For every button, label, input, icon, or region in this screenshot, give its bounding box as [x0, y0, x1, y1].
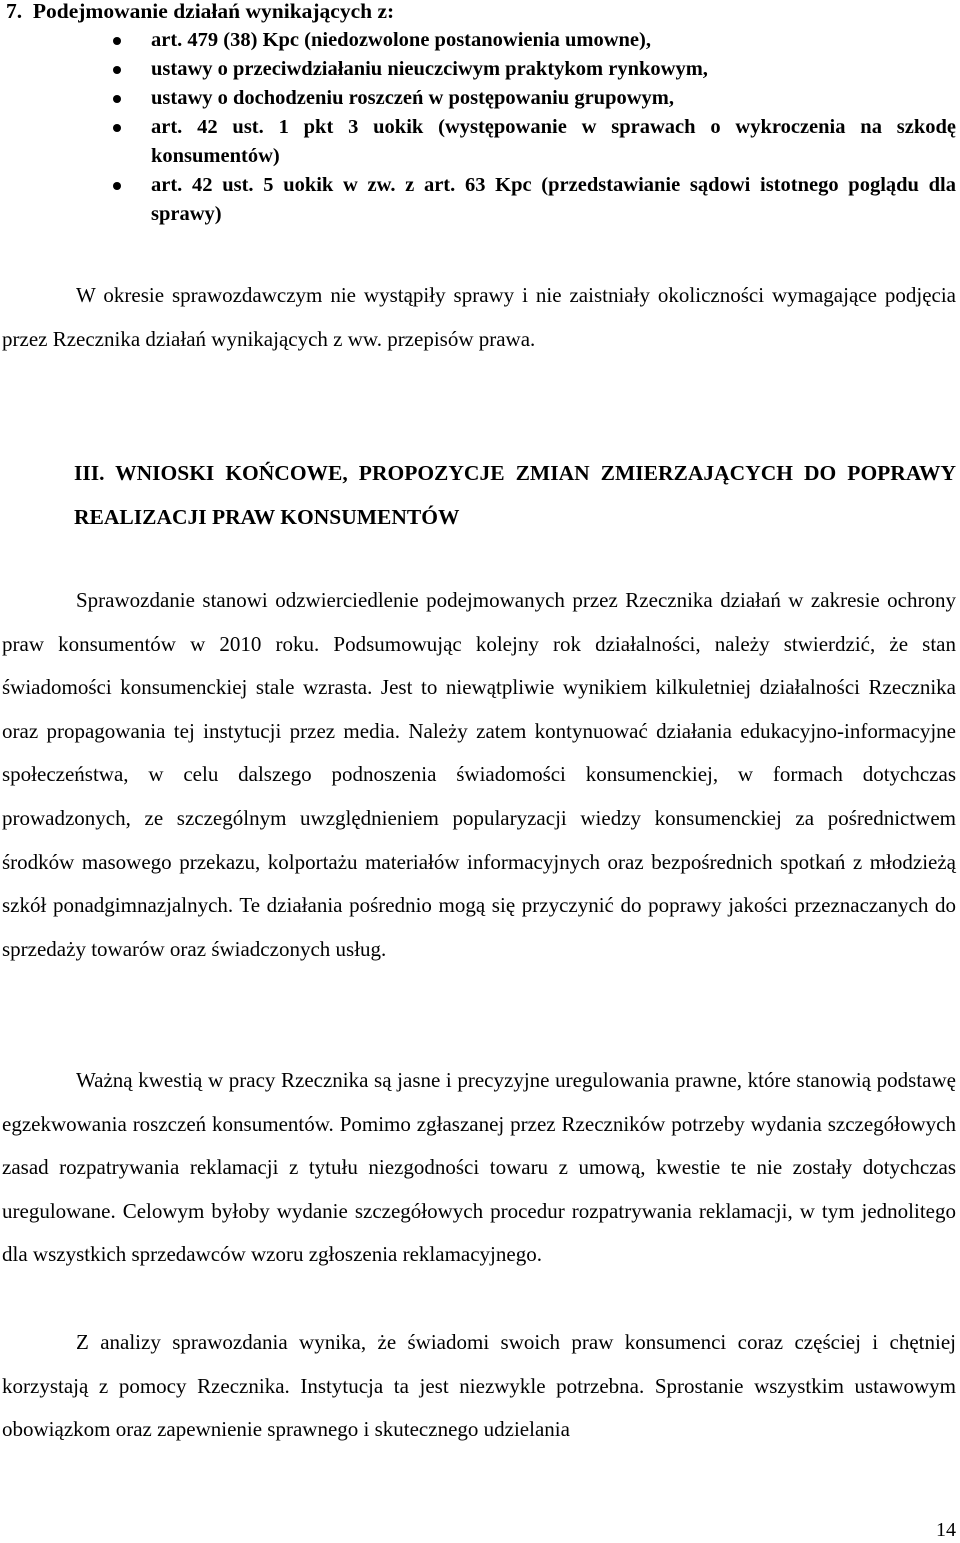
list-item-text: art. 42 ust. 5 uokik w zw. z art. 63 Kpc (przedstawianie sądowi istotnego poglądu dla sprawy) [151, 174, 956, 225]
bullet-icon [113, 124, 121, 132]
bullet-icon [113, 95, 121, 103]
conclusion-paragraph-1: Sprawozdanie stanowi odzwierciedlenie podejmowanych przez Rzecznika działań w zakresie ochrony praw konsumentów w 2010 roku. Podsumowując kolejny rok działalności, należy stwierdzić, że stan świadomości konsumenckiej stale wzrasta. Jest to niewątpliwie wynikiem kilkuletniej działalności Rzecznika oraz propagowania tej instytucji przez media. Należy zatem kontynuować działania edukacyjno-informacyjne społeczeństwa, w celu dalszego podnoszenia świadomości konsumenckiej, w formach dotychczas prowadzonych, ze szczególnym uwzględnieniem popularyzacji wiedzy konsumenckiej za pośrednictwem środków masowego przekazu, kolportażu materiałów informacyjnych oraz bezpośrednich spotkań z młodzieżą szkół ponadgimnazjalnych. Te działania pośrednio mogą się przyczynić do poprawy jakości przeznaczanych do sprzedaży towarów oraz świadczonych usług. [2, 588, 956, 961]
list-item-text: art. 42 ust. 1 pkt 3 uokik (występowanie w sprawach o wykroczenia na szkodę konsumentów) [151, 116, 956, 167]
list-item [0, 55, 960, 84]
list-item-text: art. 479 (38) Kpc (niedozwolone postanowienia umowne), [151, 29, 651, 51]
list-item [0, 84, 960, 113]
bullet-icon [113, 182, 121, 190]
conclusion-paragraph-2: Ważną kwestią w pracy Rzecznika są jasne i precyzyjne uregulowania prawne, które stanowią podstawę egzekwowania roszczeń konsumentów. Pomimo zgłaszanej przez Rzeczników potrzeby wydania szczegółowych zasad rozpatrywania reklamacji z tytułu niezgodności towaru z umową, kwestie te nie zostały dotychczas uregulowane. Celowym byłoby wydanie szczegółowych procedur rozpatrywania reklamacji, w tym jednolitego dla wszystkich sprzedawców wzoru zgłoszenia reklamacyjnego. [2, 1068, 956, 1267]
list-item [0, 113, 960, 171]
section-7-paragraph: W okresie sprawozdawczym nie wystąpiły sprawy i nie zaistniały okoliczności wymagające podjęcia przez Rzecznika działań wynikających z ww. przepisów prawa. [2, 283, 956, 351]
bullet-icon [113, 66, 121, 74]
list-item [0, 171, 960, 229]
section-7-heading: 7. Podejmowanie działań wynikających z: [6, 0, 395, 23]
section-3-heading: III. WNIOSKI KOŃCOWE, PROPOZYCJE ZMIAN ZMIERZAJĄCYCH DO POPRAWY REALIZACJI PRAW KONSUMENTÓW [74, 461, 956, 529]
legal-basis-list [0, 26, 960, 229]
list-item [0, 26, 960, 55]
conclusion-paragraph-3: Z analizy sprawozdania wynika, że świadomi swoich praw konsumenci coraz częściej i chętniej korzystają z pomocy Rzecznika. Instytucja ta jest niezwykle potrzebna. Sprostanie wszystkim ustawowym obowiązkom oraz zapewnienie sprawnego i skutecznego udzielania [2, 1330, 956, 1442]
list-item-text: ustawy o przeciwdziałaniu nieuczciwym praktykom rynkowym, [151, 58, 708, 80]
page-number: 14 [936, 1519, 956, 1541]
bullet-icon [113, 37, 121, 45]
list-item-text: ustawy o dochodzeniu roszczeń w postępowaniu grupowym, [151, 87, 674, 109]
